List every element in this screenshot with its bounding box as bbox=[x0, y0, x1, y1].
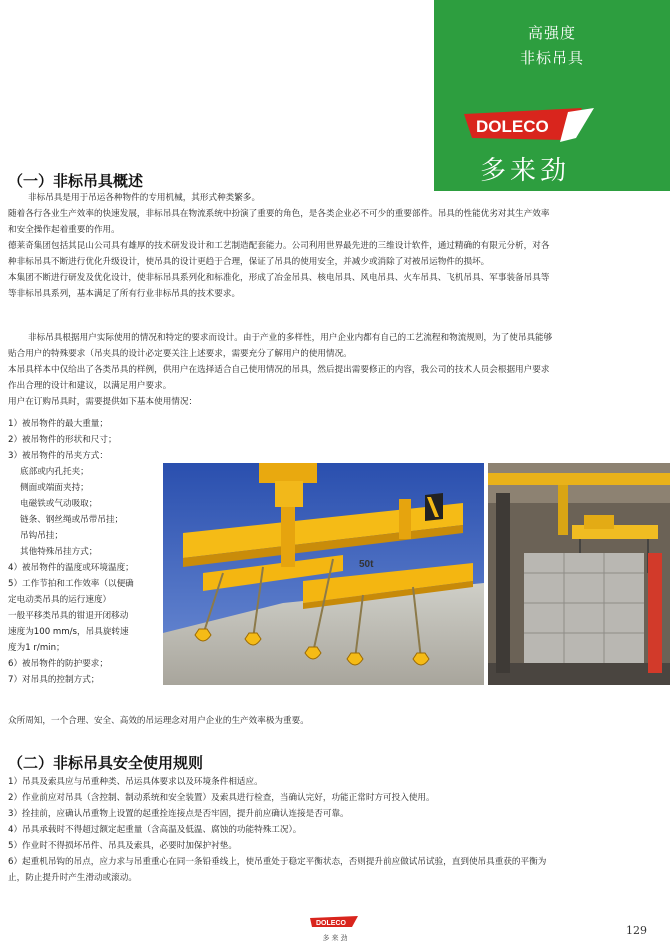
list-item: 3）被吊物件的吊夹方式： bbox=[8, 451, 108, 461]
text-line bbox=[8, 190, 620, 206]
section1-paragraph1 bbox=[8, 190, 620, 302]
logo-chinese-name: 多来劲 bbox=[480, 156, 571, 186]
rule-item: 1）吊具及索具应与吊重种类、吊运具体要求以及环境条件相适应。 bbox=[8, 777, 263, 787]
text-line-content: 非标吊具根据用户实际使用的情况和特定的要求而设计。由于产业的多样性，用户企业内都有自己的工艺流程和物流规则，为了使吊具能够 bbox=[28, 333, 553, 343]
text-line: 随着各行各业生产效率的快速发展，非标吊具在物流系统中扮演了重要的角色，是各类企业必不可少的重要部件。吊具的性能优劣对其生产效率 bbox=[8, 209, 550, 219]
rule-item: 止，防止提升时产生滑动或滚动。 bbox=[8, 873, 137, 883]
text-line: 本吊具样本中仅给出了各类吊具的样例，供用户在选择适合自己使用情况的吊具，然后提出需要修正的内容，我公司的技术人员会根据用户要求 bbox=[8, 365, 550, 375]
text-line: 贴合用户的特殊要求（吊夹具的设计必定要关注上述要求，需要充分了解用户的使用情况。 bbox=[8, 349, 352, 359]
rule-item: 3）拴挂前，应确认吊重物上设置的起重拴连接点是否牢固，提升前应确认连接是否可靠。 bbox=[8, 809, 349, 819]
brand-panel bbox=[434, 0, 670, 191]
text-line: 用户在订购吊具时，需要提供如下基本使用情况： bbox=[8, 397, 198, 407]
list-subitem: 链条、钢丝绳或吊带吊挂； bbox=[20, 515, 124, 525]
doleco-logo bbox=[464, 108, 594, 148]
footer-logo-chinese: 多来劲 bbox=[322, 934, 350, 942]
brand-title-line1: 高强度 bbox=[527, 24, 576, 42]
text-line bbox=[8, 330, 620, 346]
list-item: 4）被吊物件的温度或环境温度； bbox=[8, 563, 134, 573]
brand-title-line2: 非标吊具 bbox=[519, 49, 584, 67]
rule-item: 4）吊具承载时不得超过额定起重量（含高温及低温、腐蚀的功能特殊工况）。 bbox=[8, 825, 302, 835]
logo-text: DOLECO bbox=[476, 117, 549, 136]
beam-capacity-label: 50t bbox=[359, 559, 374, 570]
photo-yellow-lifting-beam bbox=[163, 463, 484, 685]
footer-logo bbox=[296, 914, 376, 943]
list-item: 定电动类吊具的运行速度） bbox=[8, 595, 112, 605]
list-item: 速度为100 mm/s，吊具旋转速 bbox=[8, 627, 129, 637]
section2-rules bbox=[8, 774, 620, 886]
list-item: 2）被吊物件的形状和尺寸； bbox=[8, 435, 117, 445]
rule-item: 2）作业前应对吊具（含控制、制动系统和安全装置）及索具进行检查，当确认完好，功能正常时方可投入使用。 bbox=[8, 793, 435, 803]
requirements-list bbox=[8, 416, 158, 688]
list-item: 度为1 r/min； bbox=[8, 643, 65, 653]
text-line-content: 非标吊具是用于吊运各种物件的专用机械，其形式种类繁多。 bbox=[28, 193, 261, 203]
footer-logo-text: DOLECO bbox=[316, 920, 346, 927]
section1-paragraph2 bbox=[8, 330, 620, 410]
section1-closing bbox=[8, 713, 620, 729]
list-subitem: 其他特殊吊挂方式； bbox=[20, 547, 98, 557]
text-line: 种非标吊具不断进行优化升级设计，使吊具的设计更趋于合理，保证了吊具的使用安全，并减少或消除了对被吊运物件的损坏。 bbox=[8, 257, 490, 267]
rule-item: 5）作业时不得损坏吊件、吊具及索具，必要时加保护衬垫。 bbox=[8, 841, 237, 851]
text-line: 众所周知，一个合理、安全、高效的吊运理念对用户企业的生产效率极为重要。 bbox=[8, 716, 309, 726]
text-line: 等非标吊具系列，基本满足了所有行业非标吊具的技术要求。 bbox=[8, 289, 241, 299]
text-line: 和安全操作起着重要的作用。 bbox=[8, 225, 120, 235]
text-line: 本集团不断进行研发及优化设计，使非标吊具系列化和标准化，形成了冶金吊具、核电吊具、风电吊具、火车吊具、飞机吊具、军事装备吊具等 bbox=[8, 273, 550, 283]
text-line: 德莱奇集团包括其昆山公司具有雄厚的技术研发设计和工艺制造配套能力。公司利用世界最先进的三维设计软件，通过精确的有限元分析，对各 bbox=[8, 241, 550, 251]
list-item: 7）对吊具的控制方式； bbox=[8, 675, 100, 685]
list-subitem: 电磁铁或气动吸取； bbox=[20, 499, 98, 509]
list-item: 一般平移类吊具的钳退开闭移动 bbox=[8, 611, 129, 621]
list-item: 6）被吊物件的防护要求； bbox=[8, 659, 108, 669]
list-item: 5）工作节拍和工作效率（以便确 bbox=[8, 579, 134, 589]
list-subitem: 侧面或端面夹持； bbox=[20, 483, 89, 493]
page-number: 129 bbox=[626, 924, 647, 937]
rule-item: 6）起重机吊钩的吊点，应力求与吊重重心在同一条铅垂线上，使吊重处于稳定平衡状态，否则提升前应做试吊试验，直到使吊具重获的平衡为 bbox=[8, 857, 547, 867]
text-line: 作出合理的设计和建议，以满足用户要求。 bbox=[8, 381, 172, 391]
section1-title: （一）非标吊具概述 bbox=[8, 172, 144, 190]
list-item: 1）被吊物件的最大重量； bbox=[8, 419, 108, 429]
list-subitem: 吊钩吊挂； bbox=[20, 531, 63, 541]
section2-title: （二）非标吊具安全使用规则 bbox=[8, 754, 204, 772]
list-subitem: 底部或内孔托夹； bbox=[20, 467, 89, 477]
photo-workshop-crane bbox=[488, 463, 670, 685]
